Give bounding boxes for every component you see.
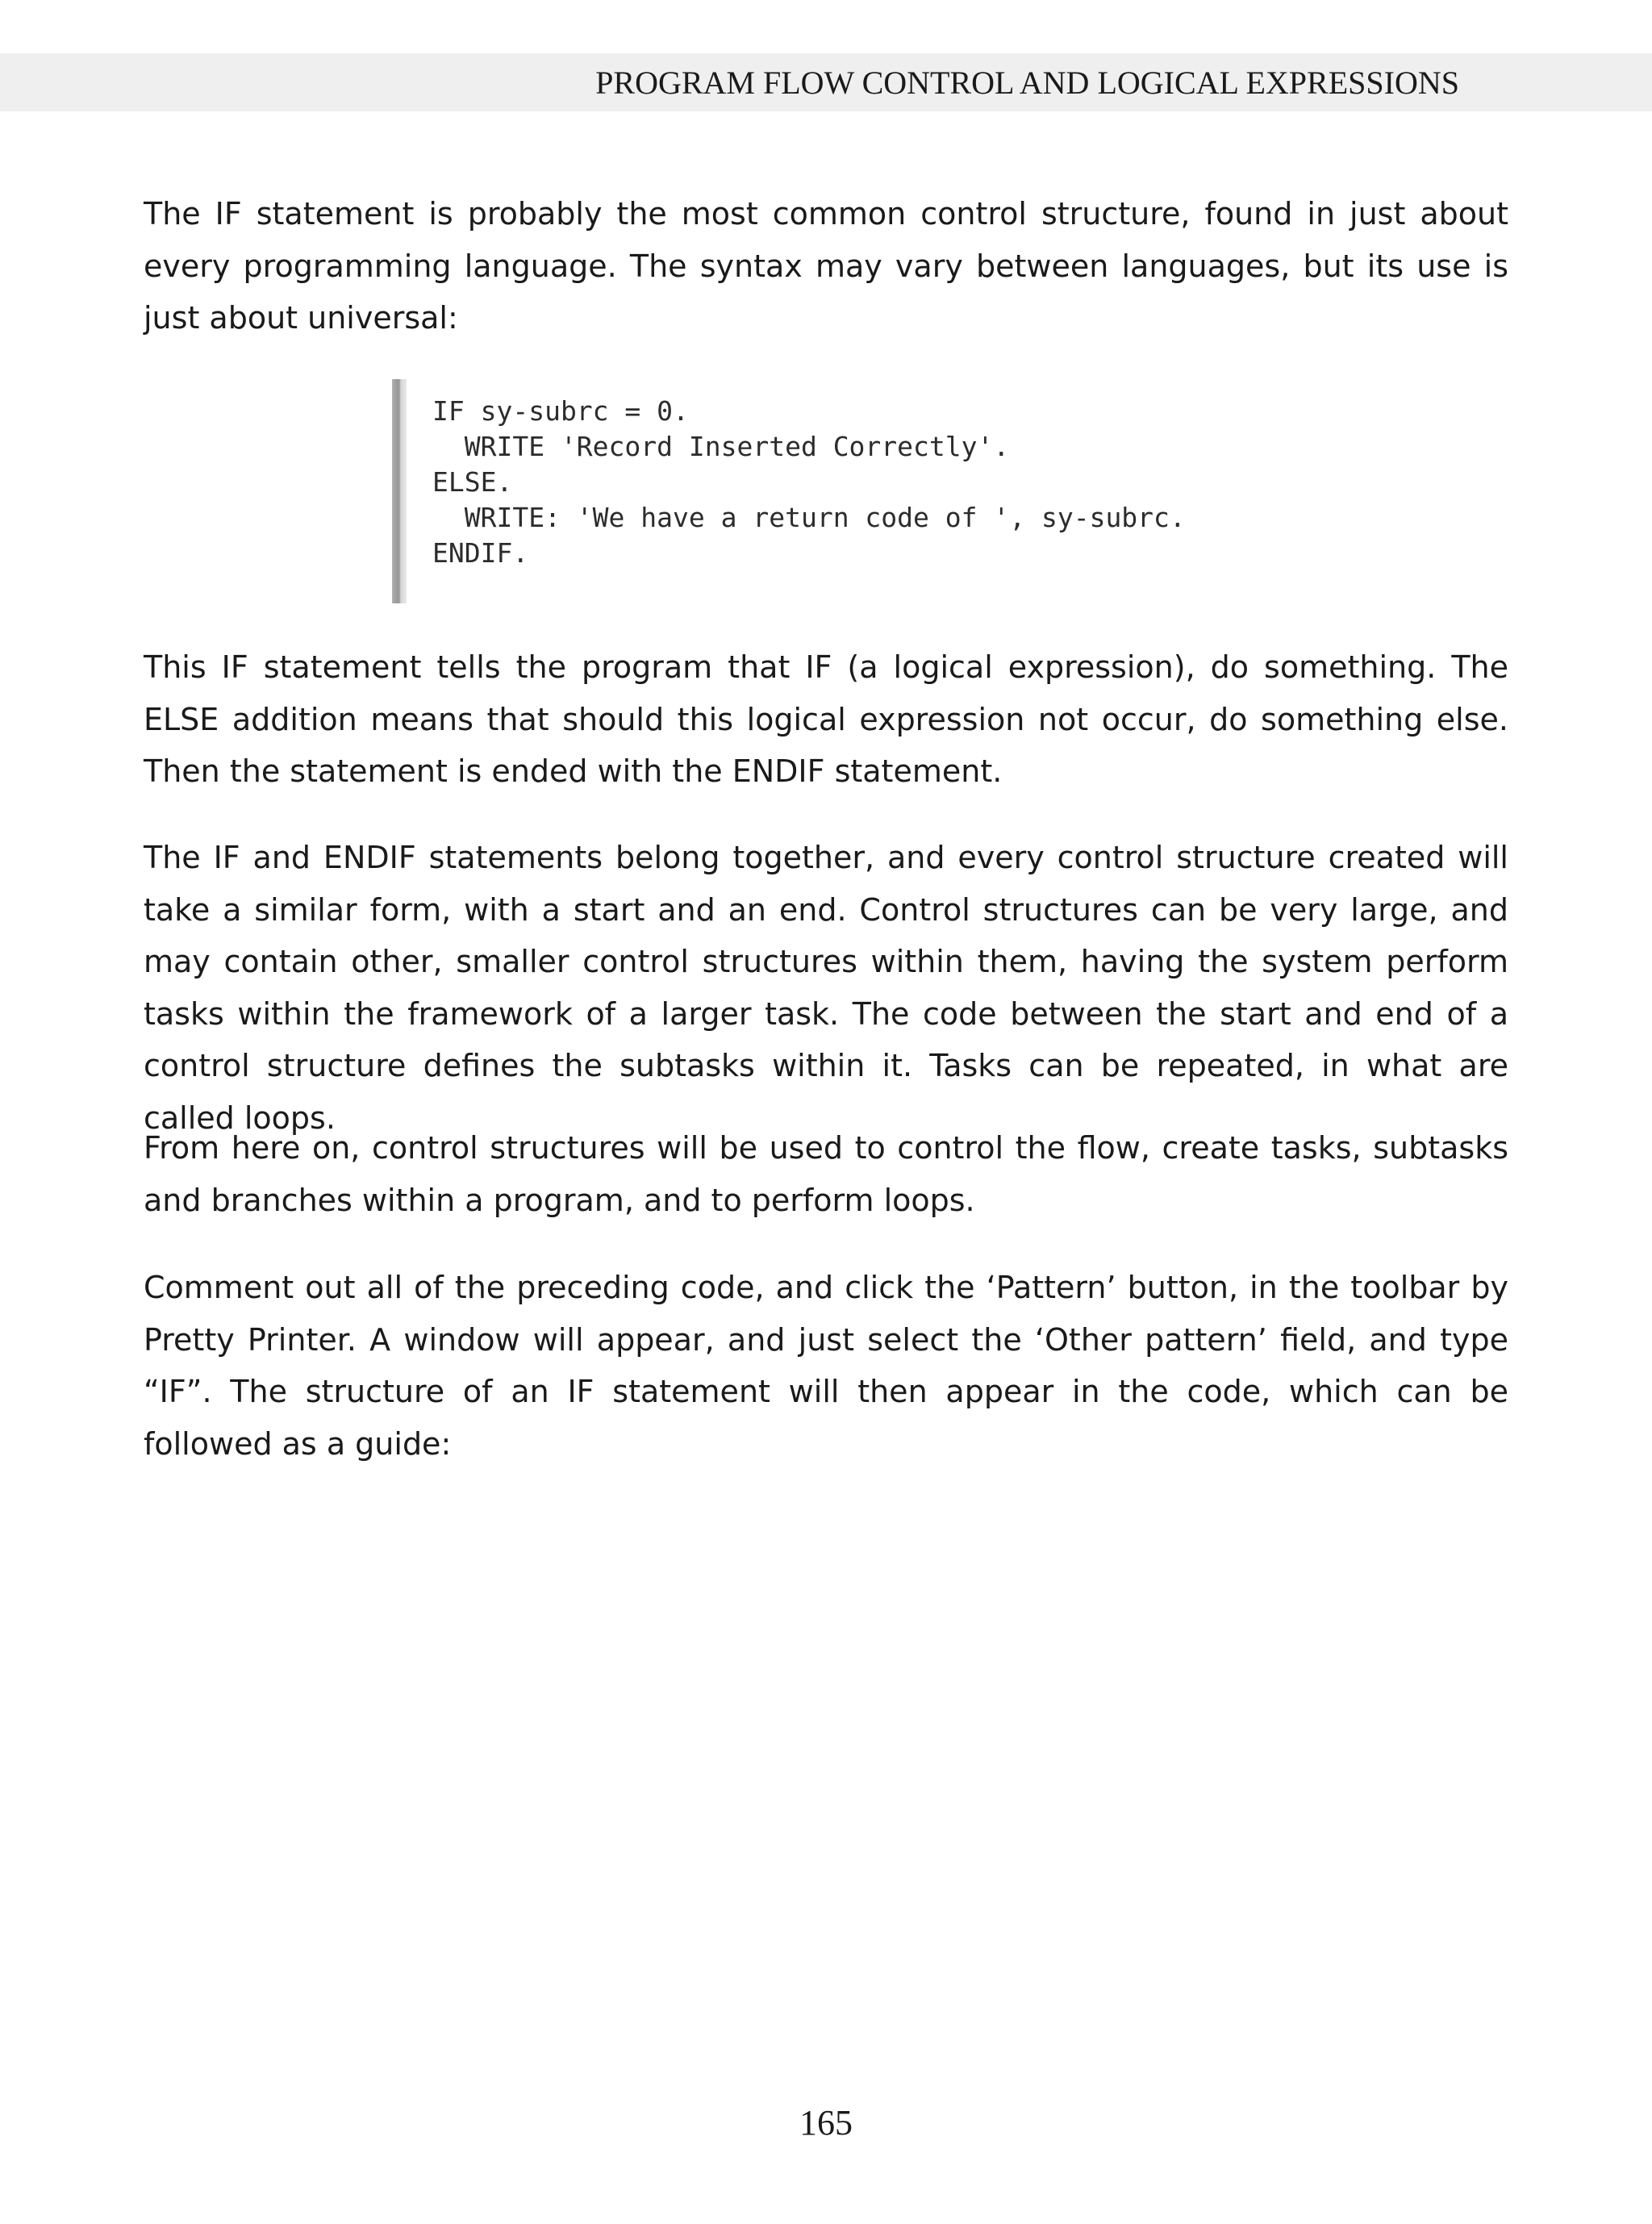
code-line: WRITE 'Record Inserted Correctly'. — [432, 431, 1010, 462]
code-line: ELSE. — [432, 466, 513, 498]
code-line: ENDIF. — [432, 537, 529, 569]
paragraph-pattern-instructions: Comment out all of the preceding code, and click the ‘Pattern’ button, in the toolbar by Pretty Printer. A window will appear, and just select the ‘Other pattern’ field, and type “IF”. The structure of an IF statement will then appear in the code, which can be followed as a guide: — [144, 1270, 1508, 1462]
running-header-title: PROGRAM FLOW CONTROL AND LOGICAL EXPRESSIONS — [595, 65, 1459, 101]
code-line: IF sy-subrc = 0. — [432, 395, 689, 427]
code-block — [432, 394, 1186, 571]
paragraph-flow-control: From here on, control structures will be used to control the flow, create tasks, subtasks and branches within a program, and to perform loops. — [144, 1130, 1508, 1218]
page-number: 165 — [799, 2103, 853, 2143]
code-screenshot — [392, 379, 1247, 603]
paragraph-if-intro: The IF statement is probably the most common control structure, found in just about every programming language. The syntax may vary between languages, but its use is just about universal: — [144, 196, 1508, 336]
code-line: WRITE: 'We have a return code of ', sy-subrc. — [432, 502, 1186, 533]
paragraph-if-explanation: This IF statement tells the program that IF (a logical expression), do something. The ELSE addition means that should this logical expression not occur, do something else. Then the statement is ended with the ENDIF statement. — [144, 649, 1508, 789]
paragraph-control-structures: The IF and ENDIF statements belong together, and every control structure created will take a similar form, with a start and an end. Control structures can be very large, and may contain other, smaller control structures within them, having the system perform tasks within the framework of a larger task. The code between the start and end of a control structure defines the subtasks within it. Tasks can be repeated, in what are called loops. — [144, 840, 1508, 1136]
running-header — [0, 53, 1652, 111]
code-editor-gutter — [392, 379, 407, 603]
